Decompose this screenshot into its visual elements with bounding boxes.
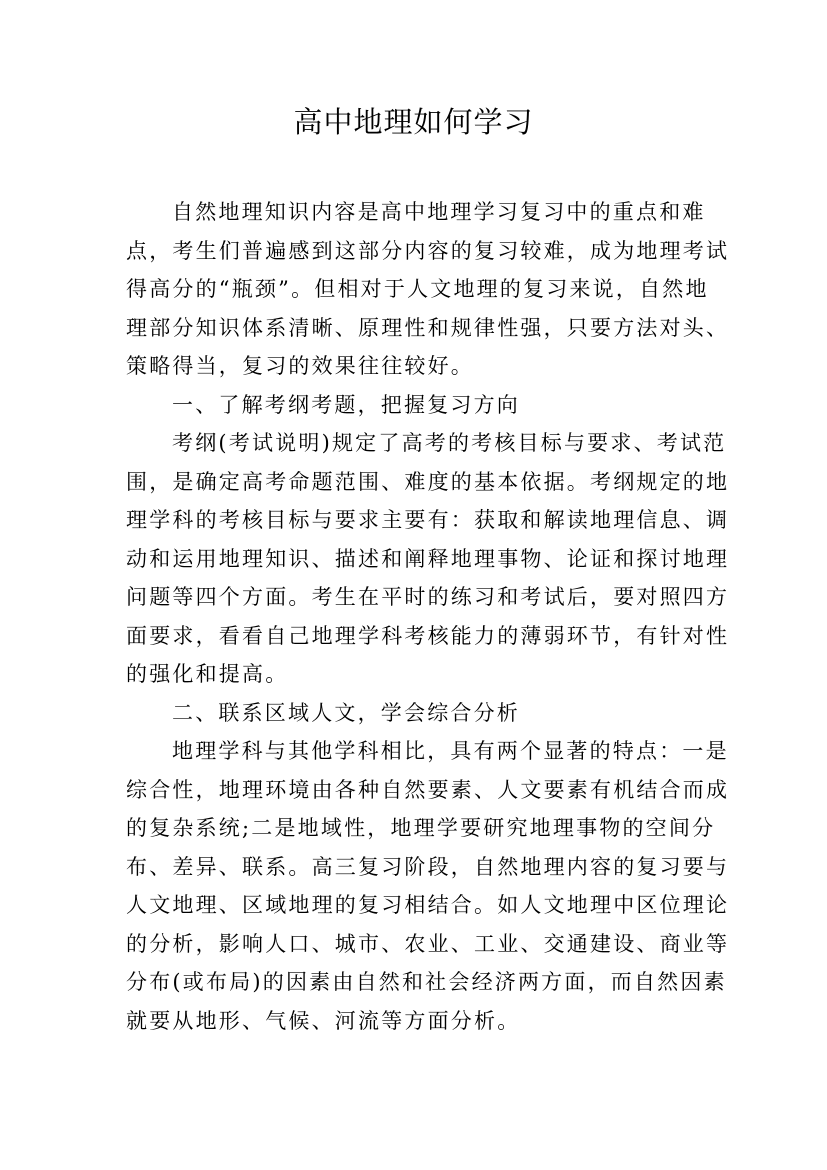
document-body xyxy=(126,193,730,1040)
paragraph-1-line-3: 得高分的“瓶颈”。但相对于人文地理的复习来说，自然地 xyxy=(126,277,709,301)
paragraph-3-line-8: 就要从地形、气候、河流等方面分析。 xyxy=(126,1008,521,1033)
paragraph-2-line-3: 理学科的考核目标与要求主要有：获取和解读地理信息、调 xyxy=(126,508,730,532)
paragraph-2-line-7: 的强化和提高。 xyxy=(126,662,289,686)
paragraph-2-line-2: 围，是确定高考命题范围、难度的基本依据。考纲规定的地 xyxy=(126,469,730,494)
paragraph-2-line-6: 面要求，看看自己地理学科考核能力的薄弱环节，有针对性 xyxy=(126,623,730,648)
paragraph-3-line-4: 布、差异、联系。高三复习阶段，自然地理内容的复习要与 xyxy=(126,854,730,879)
paragraph-3-line-2: 综合性，地理环境由各种自然要素、人文要素有机结合而成 xyxy=(126,777,730,802)
paragraph-2-line-1: 考纲(考试说明)规定了高考的考核目标与要求、考试范 xyxy=(172,431,727,455)
section-heading-2: 二、联系区域人文，学会综合分析 xyxy=(172,700,520,725)
paragraph-3-line-5: 人文地理、区域地理的复习相结合。如人文地理中区位理论 xyxy=(126,893,730,917)
paragraph-2-line-5: 问题等四个方面。考生在平时的练习和考试后，要对照四方 xyxy=(126,585,730,609)
paragraph-2-line-4: 动和运用地理知识、描述和阐释地理事物、论证和探讨地理 xyxy=(126,546,730,571)
paragraph-1-line-2: 点，考生们普遍感到这部分内容的复习较难，成为地理考试 xyxy=(126,238,730,263)
paragraph-1-line-5: 策略得当，复习的效果往往较好。 xyxy=(126,354,474,378)
paragraph-3-line-1: 地理学科与其他学科相比，具有两个显著的特点：一是 xyxy=(172,739,729,763)
section-heading-1: 一、了解考纲考题，把握复习方向 xyxy=(172,392,520,417)
paragraph-1-line-4: 理部分知识体系清晰、原理性和规律性强，只要方法对头、 xyxy=(126,315,730,340)
paragraph-3-line-7: 分布(或布局)的因素由自然和社会经济两方面，而自然因素 xyxy=(126,970,727,994)
document-title: 高中地理如何学习 xyxy=(293,105,534,139)
paragraph-1-line-1: 自然地理知识内容是高中地理学习复习中的重点和难 xyxy=(172,200,706,224)
paragraph-3-line-3: 的复杂系统;二是地域性，地理学要研究地理事物的空间分 xyxy=(126,816,716,840)
paragraph-3-line-6: 的分析，影响人口、城市、农业、工业、交通建设、商业等 xyxy=(126,931,730,956)
